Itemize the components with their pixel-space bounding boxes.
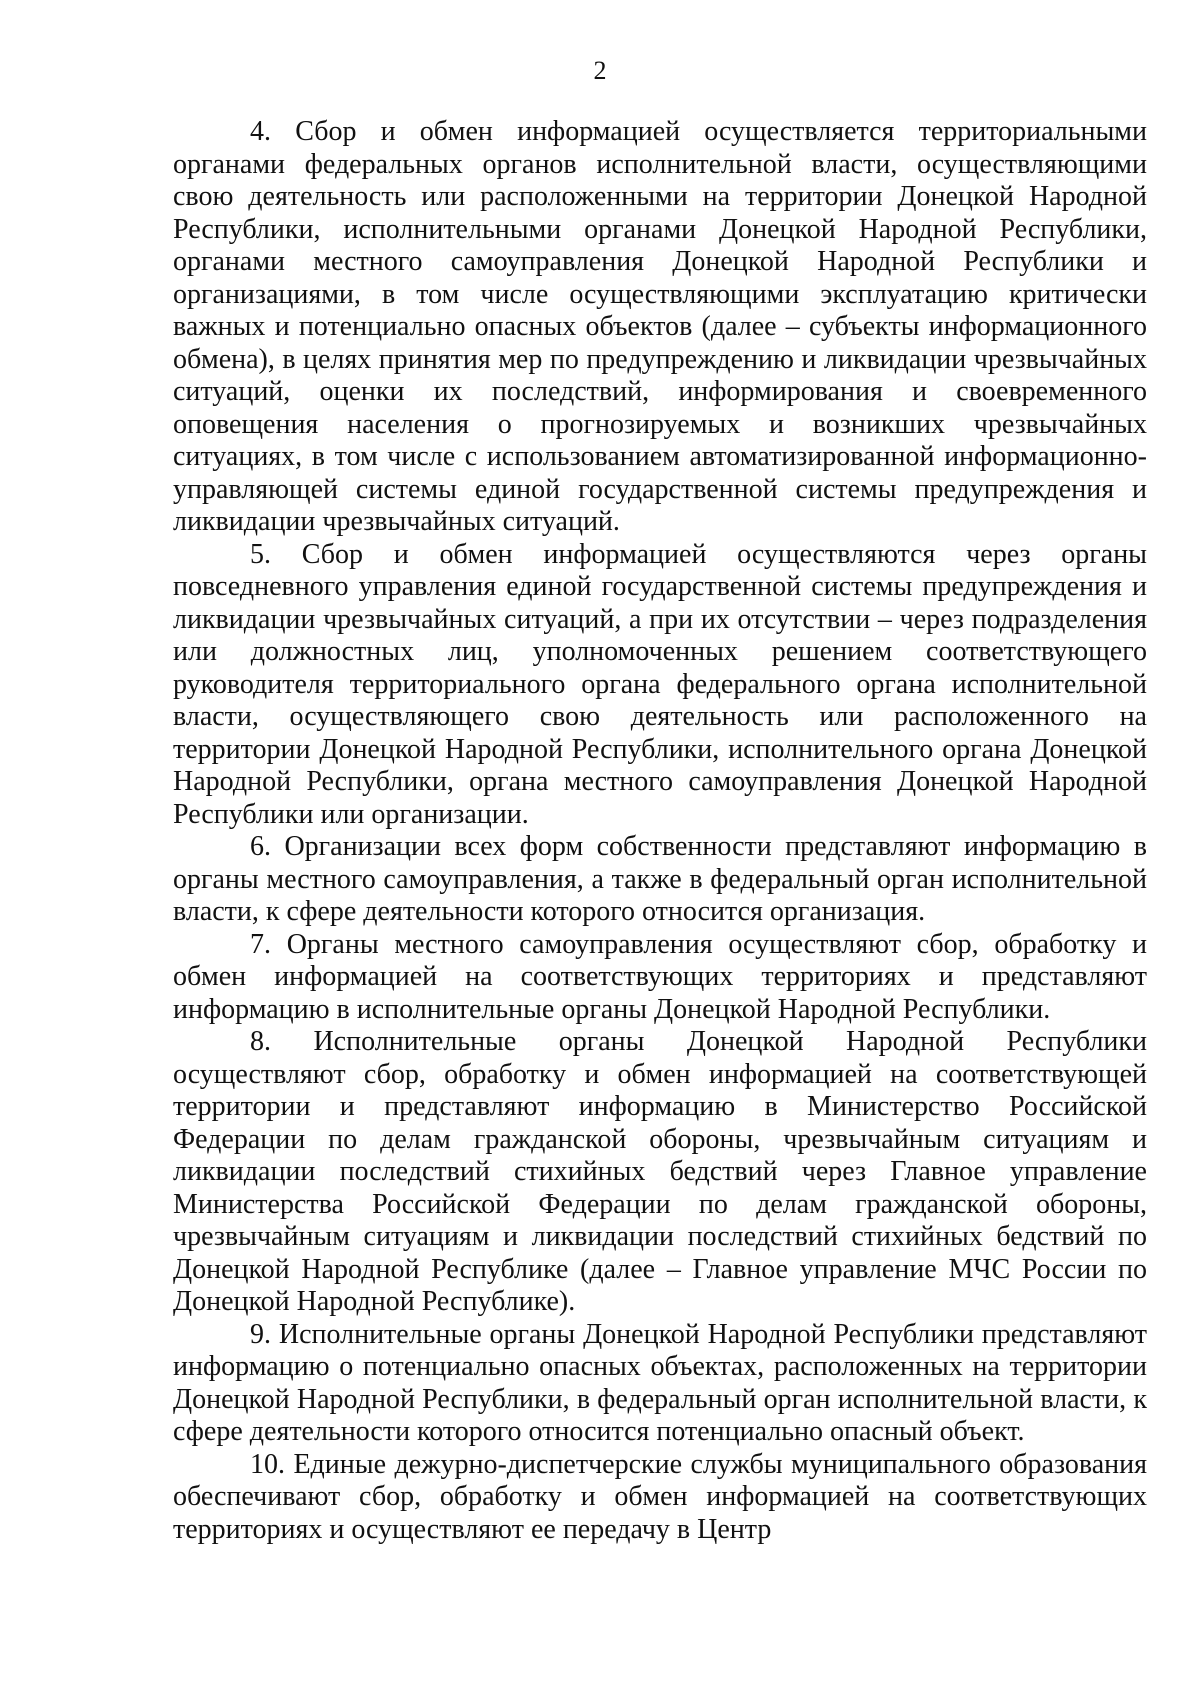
paragraph-number: 10. (250, 1448, 285, 1480)
paragraph-number: 9. (250, 1318, 271, 1350)
paragraph-text: Сбор и обмен информацией осуществляются через органы повседневного управления единой государственной системы предупреждения и ликвидации чрезвычайных ситуаций, а при их отсутствии – через подразделения или должностных лиц, уполномоченных решением соответствующего руководителя территориального органа федерального органа исполнительной власти, осуществляющего свою деятельность или расположенного на территории Донецкой Народной Республики, исполнительного органа Донецкой Народной Республики, органа местного самоуправления Донецкой Народной Республики или организации. (173, 538, 1147, 830)
paragraph-10 (173, 1449, 1147, 1547)
paragraph-text: Органы местного самоуправления осуществляют сбор, обработку и обмен информацией на соответствующих территориях и представляют информацию в исполнительные органы Донецкой Народной Республики. (173, 928, 1147, 1025)
paragraph-text: Исполнительные органы Донецкой Народной Республики представляют информацию о потенциально опасных объектах, расположенных на территории Донецкой Народной Республики, в федеральный орган исполнительной власти, к сфере деятельности которого относится потенциально опасный объект. (173, 1318, 1147, 1447)
paragraph-text: Исполнительные органы Донецкой Народной Республики осуществляют сбор, обработку и обмен информацией на соответствующей территории и представляют информацию в Министерство Российской Федерации по делам гражданской обороны, чрезвычайным ситуациям и ликвидации последствий стихийных бедствий через Главное управление Министерства Российской Федерации по делам гражданской обороны, чрезвычайным ситуациям и ликвидации последствий стихийных бедствий по Донецкой Народной Республике (далее – Главное управление МЧС России по Донецкой Народной Республике). (173, 1026, 1147, 1317)
paragraph-6 (173, 831, 1147, 929)
paragraph-text: Сбор и обмен информацией осуществляется территориальными органами федеральных органов исполнительной власти, осуществляющими свою деятельность или расположенными на территории Донецкой Народной Республики, исполнительными органами Донецкой Народной Республики, органами местного самоуправления Донецкой Народной Республики и организациями, в том числе осуществляющими эксплуатацию критически важных и потенциально опасных объектов (далее – субъекты информационного обмена), в целях принятия мер по предупреждению и ликвидации чрезвычайных ситуаций, оценки их последствий, информирования и своевременного оповещения населения о прогнозируемых и возникших чрезвычайных ситуациях, в том числе с использованием автоматизированной информационно-управляющей системы единой государственной системы предупреждения и ликвидации чрезвычайных ситуаций. (173, 116, 1147, 537)
paragraph-9 (173, 1319, 1147, 1449)
paragraph-text: Организации всех форм собственности представляют информацию в органы местного самоуправления, а также в федеральный орган исполнительной власти, к сфере деятельности которого относится организация. (173, 831, 1147, 927)
paragraph-number: 6. (250, 831, 271, 862)
paragraph-number: 5. (250, 538, 271, 570)
paragraph-number: 4. (250, 116, 271, 147)
paragraph-text: Единые дежурно-диспетчерские службы муниципального образования обеспечивают сбор, обработку и обмен информацией на соответствующих территориях и осуществляют ее передачу в Центр (173, 1448, 1147, 1545)
paragraph-number: 7. (250, 928, 271, 960)
paragraph-5 (173, 539, 1147, 832)
page-number: 2 (593, 56, 607, 85)
paragraph-4 (173, 116, 1147, 539)
paragraph-number: 8. (250, 1026, 271, 1057)
paragraph-8 (173, 1026, 1147, 1319)
document-body (173, 116, 1147, 1546)
paragraph-7 (173, 929, 1147, 1027)
